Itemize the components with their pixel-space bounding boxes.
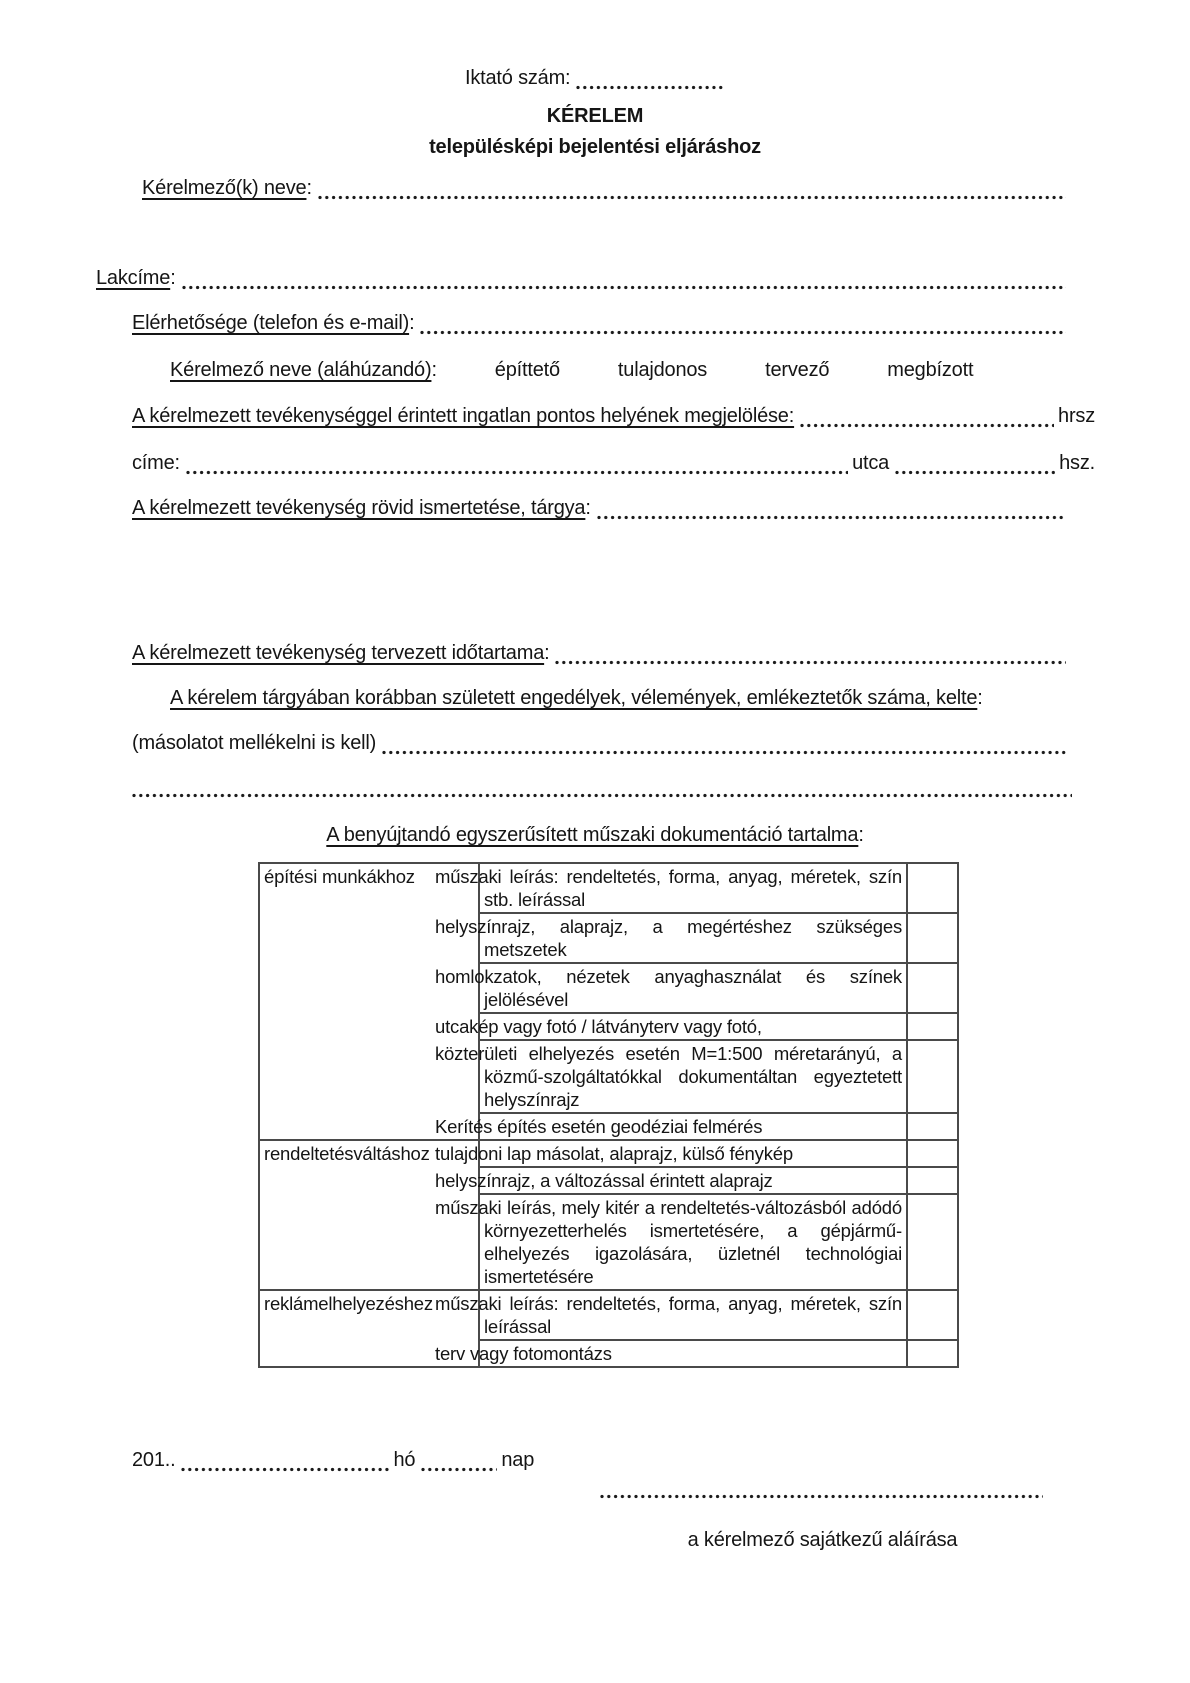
colon: : <box>409 312 415 334</box>
role-option-tervezo[interactable]: tervező <box>765 359 830 381</box>
form-title: KÉRELEM <box>546 105 644 127</box>
applicant-name-field[interactable] <box>318 195 1066 200</box>
date-month-field[interactable] <box>181 1467 389 1472</box>
prior-permits-row <box>170 685 983 711</box>
group-cell-advertising: reklámelhelyezéshez <box>259 1290 479 1367</box>
checkbox-cell[interactable] <box>907 1340 958 1367</box>
checkbox-cell[interactable] <box>907 863 958 913</box>
role-option-megbizott[interactable]: megbízott <box>887 359 974 381</box>
date-day-field[interactable] <box>421 1467 497 1472</box>
signature-caption: a kérelmező sajátkezű aláírása <box>687 1529 958 1551</box>
property-location-label: A kérelmezett tevékenységgel érintett ingatlan pontos helyének megjelölése: <box>132 405 795 427</box>
documentation-table <box>258 862 959 1368</box>
checkbox-cell[interactable] <box>907 1013 958 1040</box>
prior-permits-label: A kérelem tárgyában korábban született engedélyek, vélemények, emlékeztetők száma, kelte <box>170 687 978 709</box>
contact-label: Elérhetősége (telefon és e-mail) <box>132 312 410 334</box>
group-cell-construction: építési munkákhoz <box>259 863 479 1140</box>
colon: : <box>306 177 312 199</box>
checkbox-cell[interactable] <box>907 1113 958 1140</box>
documentation-heading-row <box>0 822 1190 848</box>
title-row <box>0 103 1190 129</box>
table-row <box>259 863 958 913</box>
colon: : <box>585 497 591 519</box>
activity-duration-row <box>132 640 1070 666</box>
copy-note-label: (másolatot mellékelni is kell) <box>132 732 377 754</box>
date-row <box>132 1447 534 1473</box>
registration-label: Iktató szám: <box>465 67 571 89</box>
house-number-label: hsz. <box>1059 452 1095 474</box>
doc-item: műszaki leírás, mely kitér a rendeltetés-változásból adódó környezetterhelés ismertetésére, a gépjármű-elhelyezés igazolására, üzletnél technológiai ismertetésére <box>479 1194 907 1290</box>
doc-item: tulajdoni lap másolat, alaprajz, külső fénykép <box>479 1140 907 1167</box>
applicant-name-row <box>142 175 1070 201</box>
address-label: Lakcíme <box>96 267 171 289</box>
doc-item: műszaki leírás: rendeltetés, forma, anyag, méretek, szín stb. leírással <box>479 863 907 913</box>
role-option-epitteto[interactable]: építtető <box>494 359 560 381</box>
property-location-row <box>132 403 1095 429</box>
contact-field[interactable] <box>420 330 1066 335</box>
checkbox-cell[interactable] <box>907 1194 958 1290</box>
checkbox-cell[interactable] <box>907 1167 958 1194</box>
registration-number-field[interactable] <box>576 85 724 90</box>
month-label: hó <box>393 1449 416 1471</box>
prior-permits-field-line2[interactable] <box>132 793 1072 798</box>
checkbox-cell[interactable] <box>907 1040 958 1113</box>
doc-item: utcakép vagy fotó / látványterv vagy fotó, <box>479 1013 907 1040</box>
date-year-prefix: 201.. <box>132 1449 176 1471</box>
checkbox-cell[interactable] <box>907 963 958 1013</box>
doc-item: műszaki leírás: rendeltetés, forma, anyag, méretek, szín leírással <box>479 1290 907 1340</box>
applicant-role-label: Kérelmező neve (aláhúzandó) <box>170 359 432 381</box>
activity-duration-field[interactable] <box>555 660 1066 665</box>
signature-field[interactable] <box>600 1494 1043 1499</box>
table-row <box>259 1290 958 1340</box>
street-label: utca <box>852 452 890 474</box>
colon: : <box>858 824 864 846</box>
activity-duration-label: A kérelmezett tevékenység tervezett időtartama <box>132 642 545 664</box>
applicant-role-row <box>170 357 973 383</box>
copy-note-row <box>132 730 1070 756</box>
doc-item: terv vagy fotomontázs <box>479 1340 907 1367</box>
form-subtitle: településképi bejelentési eljáráshoz <box>429 136 761 158</box>
doc-item: helyszínrajz, a változással érintett alaprajz <box>479 1167 907 1194</box>
activity-description-label: A kérelmezett tevékenység rövid ismertetése, tárgya <box>132 497 586 519</box>
colon: : <box>977 687 983 709</box>
applicant-name-label: Kérelmező(k) neve <box>142 177 307 199</box>
role-option-tulajdonos[interactable]: tulajdonos <box>617 359 708 381</box>
registration-number-row <box>465 65 728 91</box>
documentation-heading: A benyújtandó egyszerűsített műszaki dokumentáció tartalma <box>326 824 859 846</box>
house-number-field[interactable] <box>895 470 1055 475</box>
doc-item: helyszínrajz, alaprajz, a megértéshez szükséges metszetek <box>479 913 907 963</box>
colon: : <box>431 359 437 381</box>
doc-item: közterületi elhelyezés esetén M=1:500 méretarányú, a közmű-szolgáltatókkal dokumentáltan egyeztetett helyszínrajz <box>479 1040 907 1113</box>
address-field[interactable] <box>182 285 1066 290</box>
parcel-number-field[interactable] <box>800 423 1054 428</box>
group-cell-change-of-use: rendeltetésváltáshoz <box>259 1140 479 1290</box>
colon: : <box>170 267 176 289</box>
property-address-label: címe: <box>132 452 180 474</box>
checkbox-cell[interactable] <box>907 913 958 963</box>
table-row <box>259 1140 958 1167</box>
parcel-suffix-label: hrsz <box>1058 405 1095 427</box>
doc-item: homlokzatok, nézetek anyaghasználat és színek jelölésével <box>479 963 907 1013</box>
checkbox-cell[interactable] <box>907 1290 958 1340</box>
activity-description-row <box>132 495 1070 521</box>
subtitle-row <box>0 134 1190 160</box>
day-label: nap <box>501 1449 535 1471</box>
street-name-field[interactable] <box>186 470 848 475</box>
property-address-row <box>132 450 1095 476</box>
doc-item: Kerítés építés esetén geodéziai felmérés <box>479 1113 907 1140</box>
activity-description-field[interactable] <box>597 515 1066 520</box>
checkbox-cell[interactable] <box>907 1140 958 1167</box>
colon: : <box>544 642 550 664</box>
contact-row <box>132 310 1070 336</box>
prior-permits-field[interactable] <box>382 750 1066 755</box>
address-row <box>96 265 1070 291</box>
